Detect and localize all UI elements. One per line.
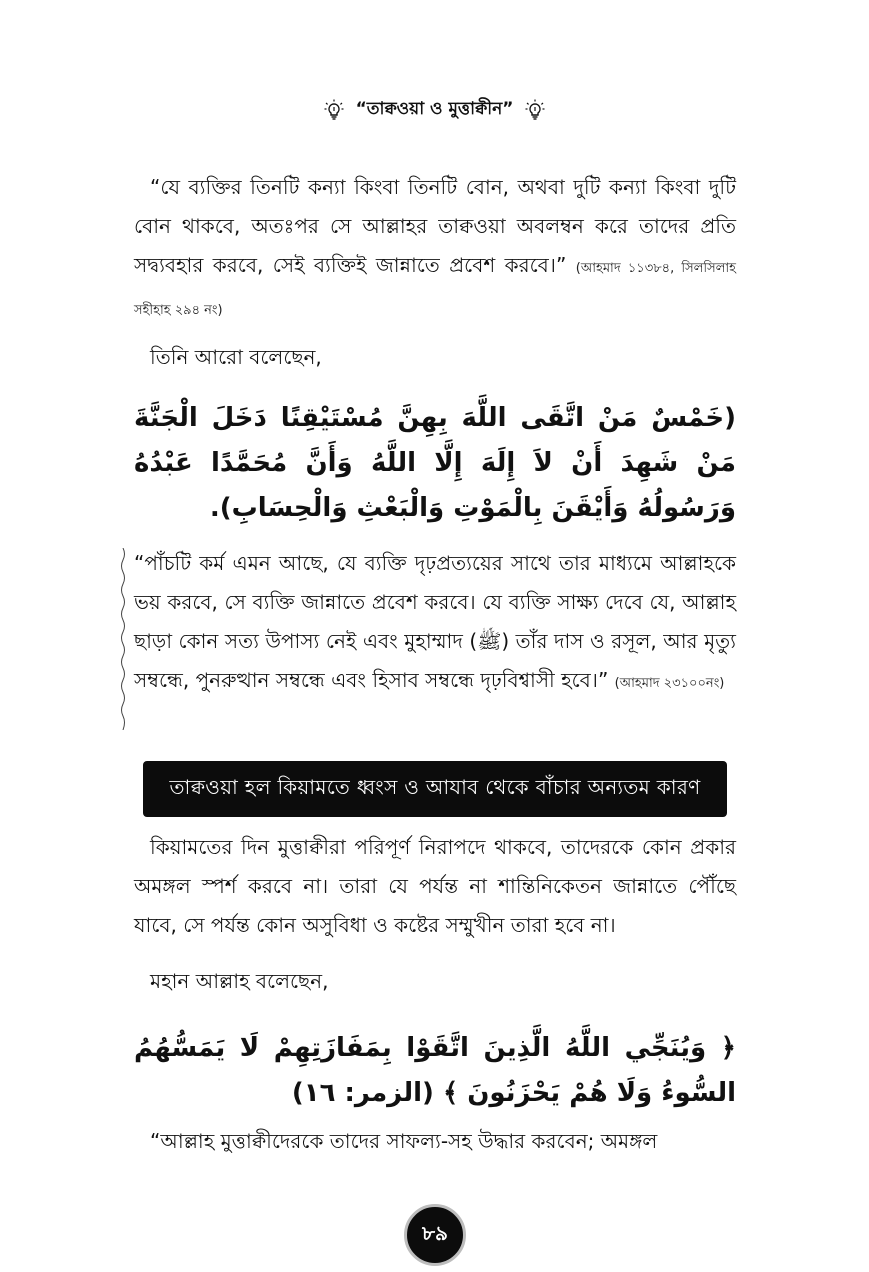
body-text: কিয়ামতের দিন মুত্তাক্বীরা পরিপূর্ণ নিরাপদে থাকবে, তাদেরকে কোন প্রকার অমঙ্গল স্পর্শ করবে না। তারা যে পর্যন্ত না শান্তিনিকেতন জান্নাতে পৌঁছে যাবে, সে পর্যন্ত কোন অসুবিধা ও কষ্টের সম্মুখীন তারা হবে না। (134, 835, 736, 937)
intro-text: তিনি আরো বলেছেন, (150, 345, 322, 369)
page-header (0, 96, 869, 124)
lightbulb-icon (525, 99, 545, 121)
quote-text: “পাঁচটি কর্ম এমন আছে, যে ব্যক্তি দৃঢ়প্রত্যয়ের সাথে তার মাধ্যমে আল্লাহকে ভয় করবে, সে ব্যক্তি জান্নাতে প্রবেশ করবে। যে ব্যক্তি সাক্ষ্য দেবে যে, আল্লাহ ছাড়া কোন সত্য উপাস্য নেই এবং মুহাম্মাদ (ﷺ) তাঁর দাস ও রসূল, আর মৃত্যু সম্বন্ধে, পুনরুত্থান সম্বন্ধে এবং হিসাব সম্বন্ধে দৃঢ়বিশ্বাসী হবে।” (134, 551, 736, 692)
translation-quote (120, 544, 736, 703)
arabic-hadith: (خَمْسٌ مَنْ اتَّقَى اللَّهَ بِهِنَّ مُسْتَيْقِنًا دَخَلَ الْجَنَّةَ مَنْ شَهِدَ أَنْ لاَ إِلَهَ إِلَّا اللَّهُ وَأَنَّ مُحَمَّدًا عَبْدُهُ وَرَسُولُهُ وَأَيْقَنَ بِالْمَوْتِ وَالْبَعْثِ وَالْحِسَابِ). (134, 403, 736, 523)
arabic-verse: ﴿ وَيُنَجِّي اللَّهُ الَّذِينَ اتَّقَوْا بِمَفَازَتِهِمْ لَا يَمَسُّهُمُ السُّوءُ وَلَا هُمْ يَحْزَنُونَ ﴾ (الزمر: ١٦) (134, 1033, 736, 1108)
hadith-text: “যে ব্যক্তির তিনটি কন্যা কিংবা তিনটি বোন, অথবা দুটি কন্যা কিংবা দুটি বোন থাকবে, অতঃপর সে আল্লাহর তাক্বওয়া অবলম্বন করে তাদের প্রতি সদ্ব্যবহার করবে, সেই ব্যক্তিই জান্নাতে প্রবেশ করবে।” (134, 175, 736, 277)
verse-intro-paragraph (134, 962, 736, 1001)
verse-translation-text: “আল্লাহ মুত্তাক্বীদেরকে তাদের সাফল্য-সহ উদ্ধার করবেন; অমঙ্গল (150, 1129, 658, 1153)
hadith-paragraph (134, 168, 736, 330)
section-heading-text: তাক্বওয়া হল কিয়ামতে ধ্বংস ও আযাব থেকে বাঁচার অন্যতম কারণ (169, 774, 701, 799)
verse-translation-paragraph (134, 1122, 736, 1161)
intro-paragraph (134, 338, 736, 377)
hadith-reference: (আহমাদ ১১৩৮৪, সিলসিলাহ সহীহাহ ২৯৪ নং) (134, 261, 737, 318)
quote-border-decoration (120, 548, 126, 730)
quote-reference: (আহমাদ ২৩১০০নং) (614, 676, 725, 691)
lightbulb-icon (324, 99, 344, 121)
section-heading-banner (143, 761, 727, 817)
page-header-title: “তাক্বওয়া ও মুত্তাক্বীন” (355, 99, 514, 119)
verse-intro-text: মহান আল্লাহ বলেছেন, (150, 969, 329, 993)
page-number: ৮৯ (422, 1220, 448, 1245)
body-paragraph (134, 828, 736, 945)
page-number-badge (404, 1204, 466, 1266)
